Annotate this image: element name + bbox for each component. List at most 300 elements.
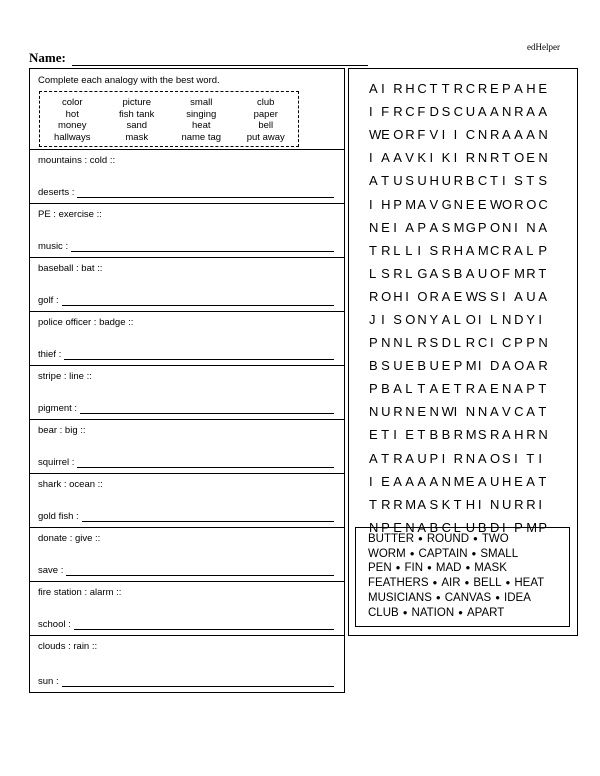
grid-letter[interactable]: Y	[526, 311, 535, 327]
grid-letter[interactable]: R	[465, 150, 476, 166]
grid-letter[interactable]: N	[405, 404, 415, 420]
grid-letter[interactable]: E	[441, 358, 451, 374]
grid-letter[interactable]: R	[369, 288, 379, 304]
grid-letter[interactable]: H	[429, 173, 439, 189]
grid-letter[interactable]: E	[381, 219, 390, 235]
grid-letter[interactable]: S	[441, 265, 451, 281]
grid-letter[interactable]: A	[477, 450, 487, 466]
grid-letter[interactable]: A	[369, 81, 378, 97]
grid-letter[interactable]: B	[429, 427, 439, 443]
grid-letter[interactable]: E	[514, 473, 523, 489]
grid-letter[interactable]: R	[453, 450, 464, 466]
grid-letter[interactable]: A	[417, 196, 427, 212]
grid-letter[interactable]: S	[489, 288, 499, 304]
grid-letter[interactable]: P	[502, 81, 511, 97]
grid-letter[interactable]: D	[429, 104, 439, 120]
grid-letter[interactable]: P	[538, 519, 547, 535]
grid-letter[interactable]: R	[381, 242, 391, 258]
grid-letter[interactable]: U	[465, 519, 476, 535]
grid-letter[interactable]: U	[526, 288, 536, 304]
grid-letter[interactable]: A	[465, 265, 475, 281]
grid-letter[interactable]: C	[417, 81, 427, 97]
grid-letter[interactable]: I	[381, 311, 385, 327]
grid-letter[interactable]: M	[405, 496, 417, 512]
grid-letter[interactable]: U	[381, 404, 391, 420]
grid-letter[interactable]: L	[453, 335, 461, 351]
grid-letter[interactable]: I	[538, 496, 542, 512]
grid-letter[interactable]: R	[381, 496, 391, 512]
grid-letter[interactable]: O	[502, 196, 513, 212]
grid-letter[interactable]: M	[526, 519, 538, 535]
grid-letter[interactable]: L	[453, 311, 461, 327]
grid-letter[interactable]: U	[441, 173, 451, 189]
grid-letter[interactable]: I	[369, 473, 373, 489]
answer-line[interactable]	[62, 296, 334, 306]
grid-letter[interactable]: H	[526, 81, 536, 97]
grid-letter[interactable]: P	[526, 381, 535, 397]
grid-letter[interactable]: A	[417, 473, 427, 489]
grid-letter[interactable]: A	[441, 311, 451, 327]
grid-letter[interactable]: R	[453, 81, 464, 97]
grid-letter[interactable]: F	[381, 104, 390, 120]
grid-letter[interactable]: I	[381, 81, 385, 97]
grid-letter[interactable]: I	[502, 519, 506, 535]
grid-letter[interactable]: I	[393, 427, 397, 443]
grid-letter[interactable]: E	[477, 196, 487, 212]
grid-letter[interactable]: P	[453, 358, 463, 374]
grid-letter[interactable]: D	[489, 358, 500, 374]
grid-letter[interactable]: K	[417, 150, 427, 166]
grid-letter[interactable]: U	[393, 173, 403, 189]
grid-letter[interactable]: A	[405, 450, 414, 466]
grid-letter[interactable]: M	[477, 242, 489, 258]
grid-letter[interactable]: U	[465, 104, 476, 120]
grid-letter[interactable]: S	[429, 242, 439, 258]
grid-letter[interactable]: E	[417, 404, 427, 420]
grid-letter[interactable]: O	[489, 265, 501, 281]
grid-letter[interactable]: A	[514, 381, 523, 397]
grid-letter[interactable]: P	[369, 381, 378, 397]
grid-letter[interactable]: S	[441, 219, 451, 235]
grid-letter[interactable]: O	[405, 311, 416, 327]
grid-letter[interactable]: S	[381, 265, 390, 281]
grid-letter[interactable]: P	[514, 519, 523, 535]
grid-letter[interactable]: A	[514, 242, 523, 258]
grid-letter[interactable]: S	[381, 358, 390, 374]
name-input-line[interactable]	[72, 53, 368, 66]
grid-letter[interactable]: T	[489, 173, 498, 189]
answer-line[interactable]	[77, 458, 334, 468]
grid-letter[interactable]: E	[489, 81, 499, 97]
grid-letter[interactable]: P	[514, 335, 523, 351]
grid-letter[interactable]: S	[405, 173, 414, 189]
grid-letter[interactable]: H	[453, 242, 464, 258]
grid-letter[interactable]: A	[429, 219, 439, 235]
grid-letter[interactable]: N	[381, 335, 391, 351]
grid-letter[interactable]: E	[465, 473, 475, 489]
grid-letter[interactable]: S	[514, 173, 523, 189]
grid-letter[interactable]: I	[369, 104, 373, 120]
grid-letter[interactable]: N	[538, 427, 548, 443]
grid-letter[interactable]: T	[441, 81, 450, 97]
grid-letter[interactable]: N	[393, 335, 403, 351]
grid-letter[interactable]: A	[429, 381, 439, 397]
grid-letter[interactable]: S	[393, 311, 402, 327]
grid-letter[interactable]: A	[526, 358, 535, 374]
grid-letter[interactable]: I	[441, 127, 446, 143]
grid-letter[interactable]: E	[405, 427, 414, 443]
grid-letter[interactable]: B	[369, 358, 378, 374]
grid-letter[interactable]: M	[514, 265, 525, 281]
grid-letter[interactable]: C	[465, 127, 476, 143]
grid-letter[interactable]: T	[526, 173, 535, 189]
grid-letter[interactable]: L	[526, 242, 534, 258]
grid-letter[interactable]: U	[429, 358, 439, 374]
grid-letter[interactable]: H	[502, 473, 512, 489]
grid-letter[interactable]: T	[538, 473, 547, 489]
grid-letter[interactable]: A	[405, 473, 414, 489]
grid-letter[interactable]: A	[489, 404, 499, 420]
answer-line[interactable]	[74, 620, 334, 630]
grid-letter[interactable]: P	[381, 519, 390, 535]
grid-letter[interactable]: I	[369, 150, 373, 166]
grid-letter[interactable]: Y	[429, 311, 439, 327]
grid-letter[interactable]: A	[538, 219, 547, 235]
grid-letter[interactable]: L	[405, 335, 413, 351]
grid-letter[interactable]: D	[514, 311, 524, 327]
grid-letter[interactable]: A	[441, 288, 451, 304]
grid-letter[interactable]: E	[441, 381, 451, 397]
grid-letter[interactable]: O	[393, 127, 404, 143]
grid-letter[interactable]: U	[417, 450, 427, 466]
grid-letter[interactable]: I	[477, 311, 482, 327]
grid-letter[interactable]: I	[477, 358, 482, 374]
grid-letter[interactable]: T	[526, 450, 535, 466]
grid-letter[interactable]: R	[453, 173, 464, 189]
grid-letter[interactable]: C	[477, 173, 488, 189]
grid-letter[interactable]: R	[393, 265, 403, 281]
grid-letter[interactable]: R	[489, 150, 500, 166]
grid-letter[interactable]: F	[502, 265, 510, 281]
grid-letter[interactable]: C	[502, 335, 512, 351]
grid-letter[interactable]: N	[465, 404, 476, 420]
grid-letter[interactable]: A	[538, 288, 547, 304]
grid-letter[interactable]: I	[441, 450, 446, 466]
grid-letter[interactable]: A	[393, 381, 402, 397]
grid-letter[interactable]: R	[405, 127, 415, 143]
grid-letter[interactable]: R	[393, 104, 403, 120]
grid-letter[interactable]: G	[441, 196, 452, 212]
grid-letter[interactable]: A	[502, 127, 511, 143]
grid-letter[interactable]: A	[502, 358, 511, 374]
grid-letter[interactable]: A	[538, 104, 547, 120]
grid-letter[interactable]: A	[514, 288, 523, 304]
answer-line[interactable]	[80, 404, 334, 414]
grid-letter[interactable]: R	[502, 242, 512, 258]
grid-letter[interactable]: A	[369, 173, 378, 189]
grid-letter[interactable]: T	[453, 496, 462, 512]
grid-letter[interactable]: T	[417, 381, 426, 397]
answer-line[interactable]	[64, 350, 334, 360]
grid-letter[interactable]: C	[514, 404, 524, 420]
grid-letter[interactable]: E	[489, 381, 499, 397]
grid-letter[interactable]: I	[538, 450, 542, 466]
grid-letter[interactable]: R	[526, 496, 536, 512]
grid-letter[interactable]: E	[465, 196, 475, 212]
grid-letter[interactable]: T	[538, 381, 547, 397]
grid-letter[interactable]: R	[393, 404, 403, 420]
grid-letter[interactable]: T	[538, 404, 547, 420]
grid-letter[interactable]: I	[514, 219, 518, 235]
grid-letter[interactable]: E	[381, 473, 390, 489]
grid-letter[interactable]: A	[369, 450, 378, 466]
grid-letter[interactable]: T	[369, 496, 377, 512]
grid-letter[interactable]: A	[489, 104, 499, 120]
grid-letter[interactable]: N	[453, 196, 464, 212]
grid-letter[interactable]: A	[417, 519, 427, 535]
grid-letter[interactable]: S	[429, 496, 439, 512]
grid-letter[interactable]: N	[502, 381, 512, 397]
grid-letter[interactable]: O	[526, 196, 537, 212]
grid-letter[interactable]: R	[465, 381, 476, 397]
grid-letter[interactable]: R	[477, 81, 488, 97]
answer-line[interactable]	[77, 188, 334, 198]
grid-letter[interactable]: I	[477, 496, 482, 512]
grid-letter[interactable]: V	[429, 196, 439, 212]
grid-letter[interactable]: B	[465, 173, 475, 189]
grid-letter[interactable]: G	[465, 219, 476, 235]
grid-letter[interactable]: N	[502, 219, 512, 235]
grid-letter[interactable]: R	[514, 496, 524, 512]
grid-letter[interactable]: I	[453, 150, 458, 166]
grid-letter[interactable]: V	[405, 150, 414, 166]
grid-letter[interactable]: I	[514, 450, 518, 466]
grid-letter[interactable]: R	[453, 427, 464, 443]
grid-letter[interactable]: T	[538, 265, 547, 281]
grid-letter[interactable]: I	[417, 242, 421, 258]
grid-letter[interactable]: P	[526, 335, 535, 351]
grid-letter[interactable]: C	[465, 81, 476, 97]
grid-letter[interactable]: U	[417, 173, 427, 189]
answer-line[interactable]	[66, 566, 334, 576]
grid-letter[interactable]: U	[477, 265, 488, 281]
grid-letter[interactable]: U	[393, 358, 403, 374]
grid-letter[interactable]: O	[417, 288, 428, 304]
grid-letter[interactable]: H	[381, 196, 391, 212]
grid-letter[interactable]: A	[429, 473, 439, 489]
grid-letter[interactable]: U	[489, 473, 500, 489]
grid-letter[interactable]: N	[477, 150, 488, 166]
grid-letter[interactable]: O	[514, 358, 525, 374]
grid-letter[interactable]: N	[477, 127, 488, 143]
grid-letter[interactable]: N	[405, 519, 415, 535]
grid-letter[interactable]: N	[538, 150, 548, 166]
grid-letter[interactable]: A	[526, 104, 535, 120]
grid-letter[interactable]: N	[526, 219, 536, 235]
grid-letter[interactable]: W	[441, 404, 454, 420]
grid-letter[interactable]: L	[489, 311, 498, 327]
grid-letter[interactable]: B	[453, 265, 463, 281]
grid-letter[interactable]: C	[538, 196, 548, 212]
grid-letter[interactable]: S	[441, 104, 451, 120]
grid-letter[interactable]: N	[369, 404, 379, 420]
grid-letter[interactable]: H	[465, 496, 476, 512]
grid-letter[interactable]: H	[393, 288, 403, 304]
grid-letter[interactable]: N	[429, 404, 439, 420]
grid-letter[interactable]: E	[538, 81, 547, 97]
grid-letter[interactable]: V	[429, 127, 439, 143]
grid-letter[interactable]: O	[489, 450, 501, 466]
grid-letter[interactable]: R	[393, 450, 403, 466]
grid-letter[interactable]: B	[381, 381, 390, 397]
grid-letter[interactable]: L	[405, 242, 413, 258]
grid-letter[interactable]: B	[429, 519, 439, 535]
grid-letter[interactable]: N	[538, 127, 548, 143]
grid-letter[interactable]: R	[393, 81, 403, 97]
grid-letter[interactable]: C	[477, 335, 488, 351]
grid-letter[interactable]: R	[465, 335, 476, 351]
grid-letter[interactable]: H	[514, 427, 524, 443]
grid-letter[interactable]: R	[429, 288, 439, 304]
grid-letter[interactable]: I	[429, 150, 434, 166]
grid-letter[interactable]: N	[369, 219, 379, 235]
grid-letter[interactable]: I	[453, 127, 458, 143]
grid-letter[interactable]: P	[477, 219, 487, 235]
grid-letter[interactable]: D	[489, 519, 500, 535]
grid-letter[interactable]: T	[417, 427, 426, 443]
grid-letter[interactable]: B	[477, 519, 487, 535]
grid-letter[interactable]: U	[502, 496, 512, 512]
grid-letter[interactable]: S	[477, 427, 487, 443]
answer-line[interactable]	[62, 677, 334, 687]
grid-letter[interactable]: F	[417, 127, 426, 143]
grid-letter[interactable]: E	[405, 358, 414, 374]
grid-letter[interactable]: S	[477, 288, 487, 304]
grid-letter[interactable]: B	[441, 427, 451, 443]
grid-letter[interactable]: B	[417, 358, 427, 374]
grid-letter[interactable]: M	[405, 196, 417, 212]
grid-letter[interactable]: I	[502, 173, 506, 189]
grid-letter[interactable]: T	[381, 427, 390, 443]
grid-letter[interactable]: C	[453, 104, 464, 120]
grid-letter[interactable]: I	[538, 311, 542, 327]
grid-letter[interactable]: I	[369, 196, 373, 212]
grid-letter[interactable]: D	[441, 335, 451, 351]
grid-letter[interactable]: A	[381, 150, 390, 166]
grid-letter[interactable]: R	[514, 196, 524, 212]
grid-letter[interactable]: A	[526, 404, 535, 420]
grid-letter[interactable]: A	[405, 219, 414, 235]
grid-letter[interactable]: L	[393, 242, 401, 258]
grid-letter[interactable]: A	[514, 81, 523, 97]
grid-letter[interactable]: C	[405, 104, 415, 120]
grid-letter[interactable]: L	[369, 265, 377, 281]
grid-letter[interactable]: S	[538, 173, 547, 189]
grid-letter[interactable]: R	[417, 335, 427, 351]
grid-letter[interactable]: T	[381, 173, 390, 189]
grid-letter[interactable]: O	[489, 219, 501, 235]
grid-letter[interactable]: A	[393, 473, 402, 489]
grid-letter[interactable]: T	[453, 381, 462, 397]
grid-letter[interactable]: T	[429, 81, 438, 97]
grid-letter[interactable]: C	[489, 242, 500, 258]
grid-letter[interactable]: T	[369, 242, 377, 258]
grid-letter[interactable]: W	[489, 196, 503, 212]
grid-letter[interactable]: A	[477, 473, 487, 489]
grid-letter[interactable]: N	[502, 311, 512, 327]
grid-letter[interactable]: A	[526, 473, 535, 489]
grid-letter[interactable]: P	[429, 450, 439, 466]
grid-letter[interactable]: M	[453, 219, 465, 235]
grid-letter[interactable]: S	[429, 335, 439, 351]
grid-letter[interactable]: G	[417, 265, 428, 281]
grid-letter[interactable]: E	[369, 427, 378, 443]
grid-letter[interactable]: A	[514, 127, 523, 143]
grid-letter[interactable]: N	[538, 335, 548, 351]
grid-letter[interactable]: N	[477, 404, 488, 420]
answer-line[interactable]	[71, 242, 334, 252]
grid-letter[interactable]: T	[381, 450, 390, 466]
grid-letter[interactable]: K	[441, 150, 451, 166]
grid-letter[interactable]: I	[405, 288, 409, 304]
grid-letter[interactable]: A	[526, 127, 535, 143]
grid-letter[interactable]: E	[453, 288, 463, 304]
grid-letter[interactable]: I	[502, 288, 506, 304]
grid-letter[interactable]: R	[393, 496, 403, 512]
grid-letter[interactable]: N	[489, 496, 500, 512]
grid-letter[interactable]: P	[393, 196, 402, 212]
grid-letter[interactable]: C	[441, 519, 451, 535]
grid-letter[interactable]: V	[502, 404, 511, 420]
grid-letter[interactable]: N	[417, 311, 427, 327]
grid-letter[interactable]: A	[429, 265, 439, 281]
grid-letter[interactable]: L	[405, 381, 413, 397]
grid-letter[interactable]: O	[465, 311, 476, 327]
grid-letter[interactable]: I	[393, 219, 397, 235]
grid-letter[interactable]: T	[502, 150, 510, 166]
grid-letter[interactable]: E	[526, 150, 535, 166]
grid-letter[interactable]: W	[369, 127, 382, 143]
grid-letter[interactable]: M	[465, 427, 477, 443]
grid-letter[interactable]: A	[465, 242, 475, 258]
grid-letter[interactable]: S	[502, 450, 511, 466]
grid-letter[interactable]: L	[405, 265, 413, 281]
grid-letter[interactable]: A	[417, 496, 427, 512]
grid-letter[interactable]: R	[441, 242, 451, 258]
grid-letter[interactable]: K	[441, 496, 451, 512]
grid-letter[interactable]: A	[477, 104, 487, 120]
grid-letter[interactable]: N	[465, 450, 476, 466]
grid-letter[interactable]: R	[489, 427, 500, 443]
grid-letter[interactable]: R	[538, 358, 548, 374]
answer-line[interactable]	[82, 512, 334, 522]
grid-letter[interactable]: F	[417, 104, 426, 120]
grid-letter[interactable]: N	[502, 104, 512, 120]
grid-letter[interactable]: P	[538, 242, 547, 258]
grid-letter[interactable]: R	[514, 104, 524, 120]
grid-letter[interactable]: J	[369, 311, 376, 327]
grid-letter[interactable]: H	[405, 81, 415, 97]
grid-letter[interactable]: A	[477, 381, 487, 397]
grid-letter[interactable]: P	[369, 335, 378, 351]
grid-letter[interactable]: O	[514, 150, 525, 166]
grid-letter[interactable]: R	[526, 427, 536, 443]
grid-letter[interactable]: I	[489, 335, 494, 351]
grid-letter[interactable]: O	[381, 288, 392, 304]
grid-letter[interactable]: A	[393, 150, 402, 166]
grid-letter[interactable]: I	[453, 404, 458, 420]
grid-letter[interactable]: A	[502, 427, 511, 443]
